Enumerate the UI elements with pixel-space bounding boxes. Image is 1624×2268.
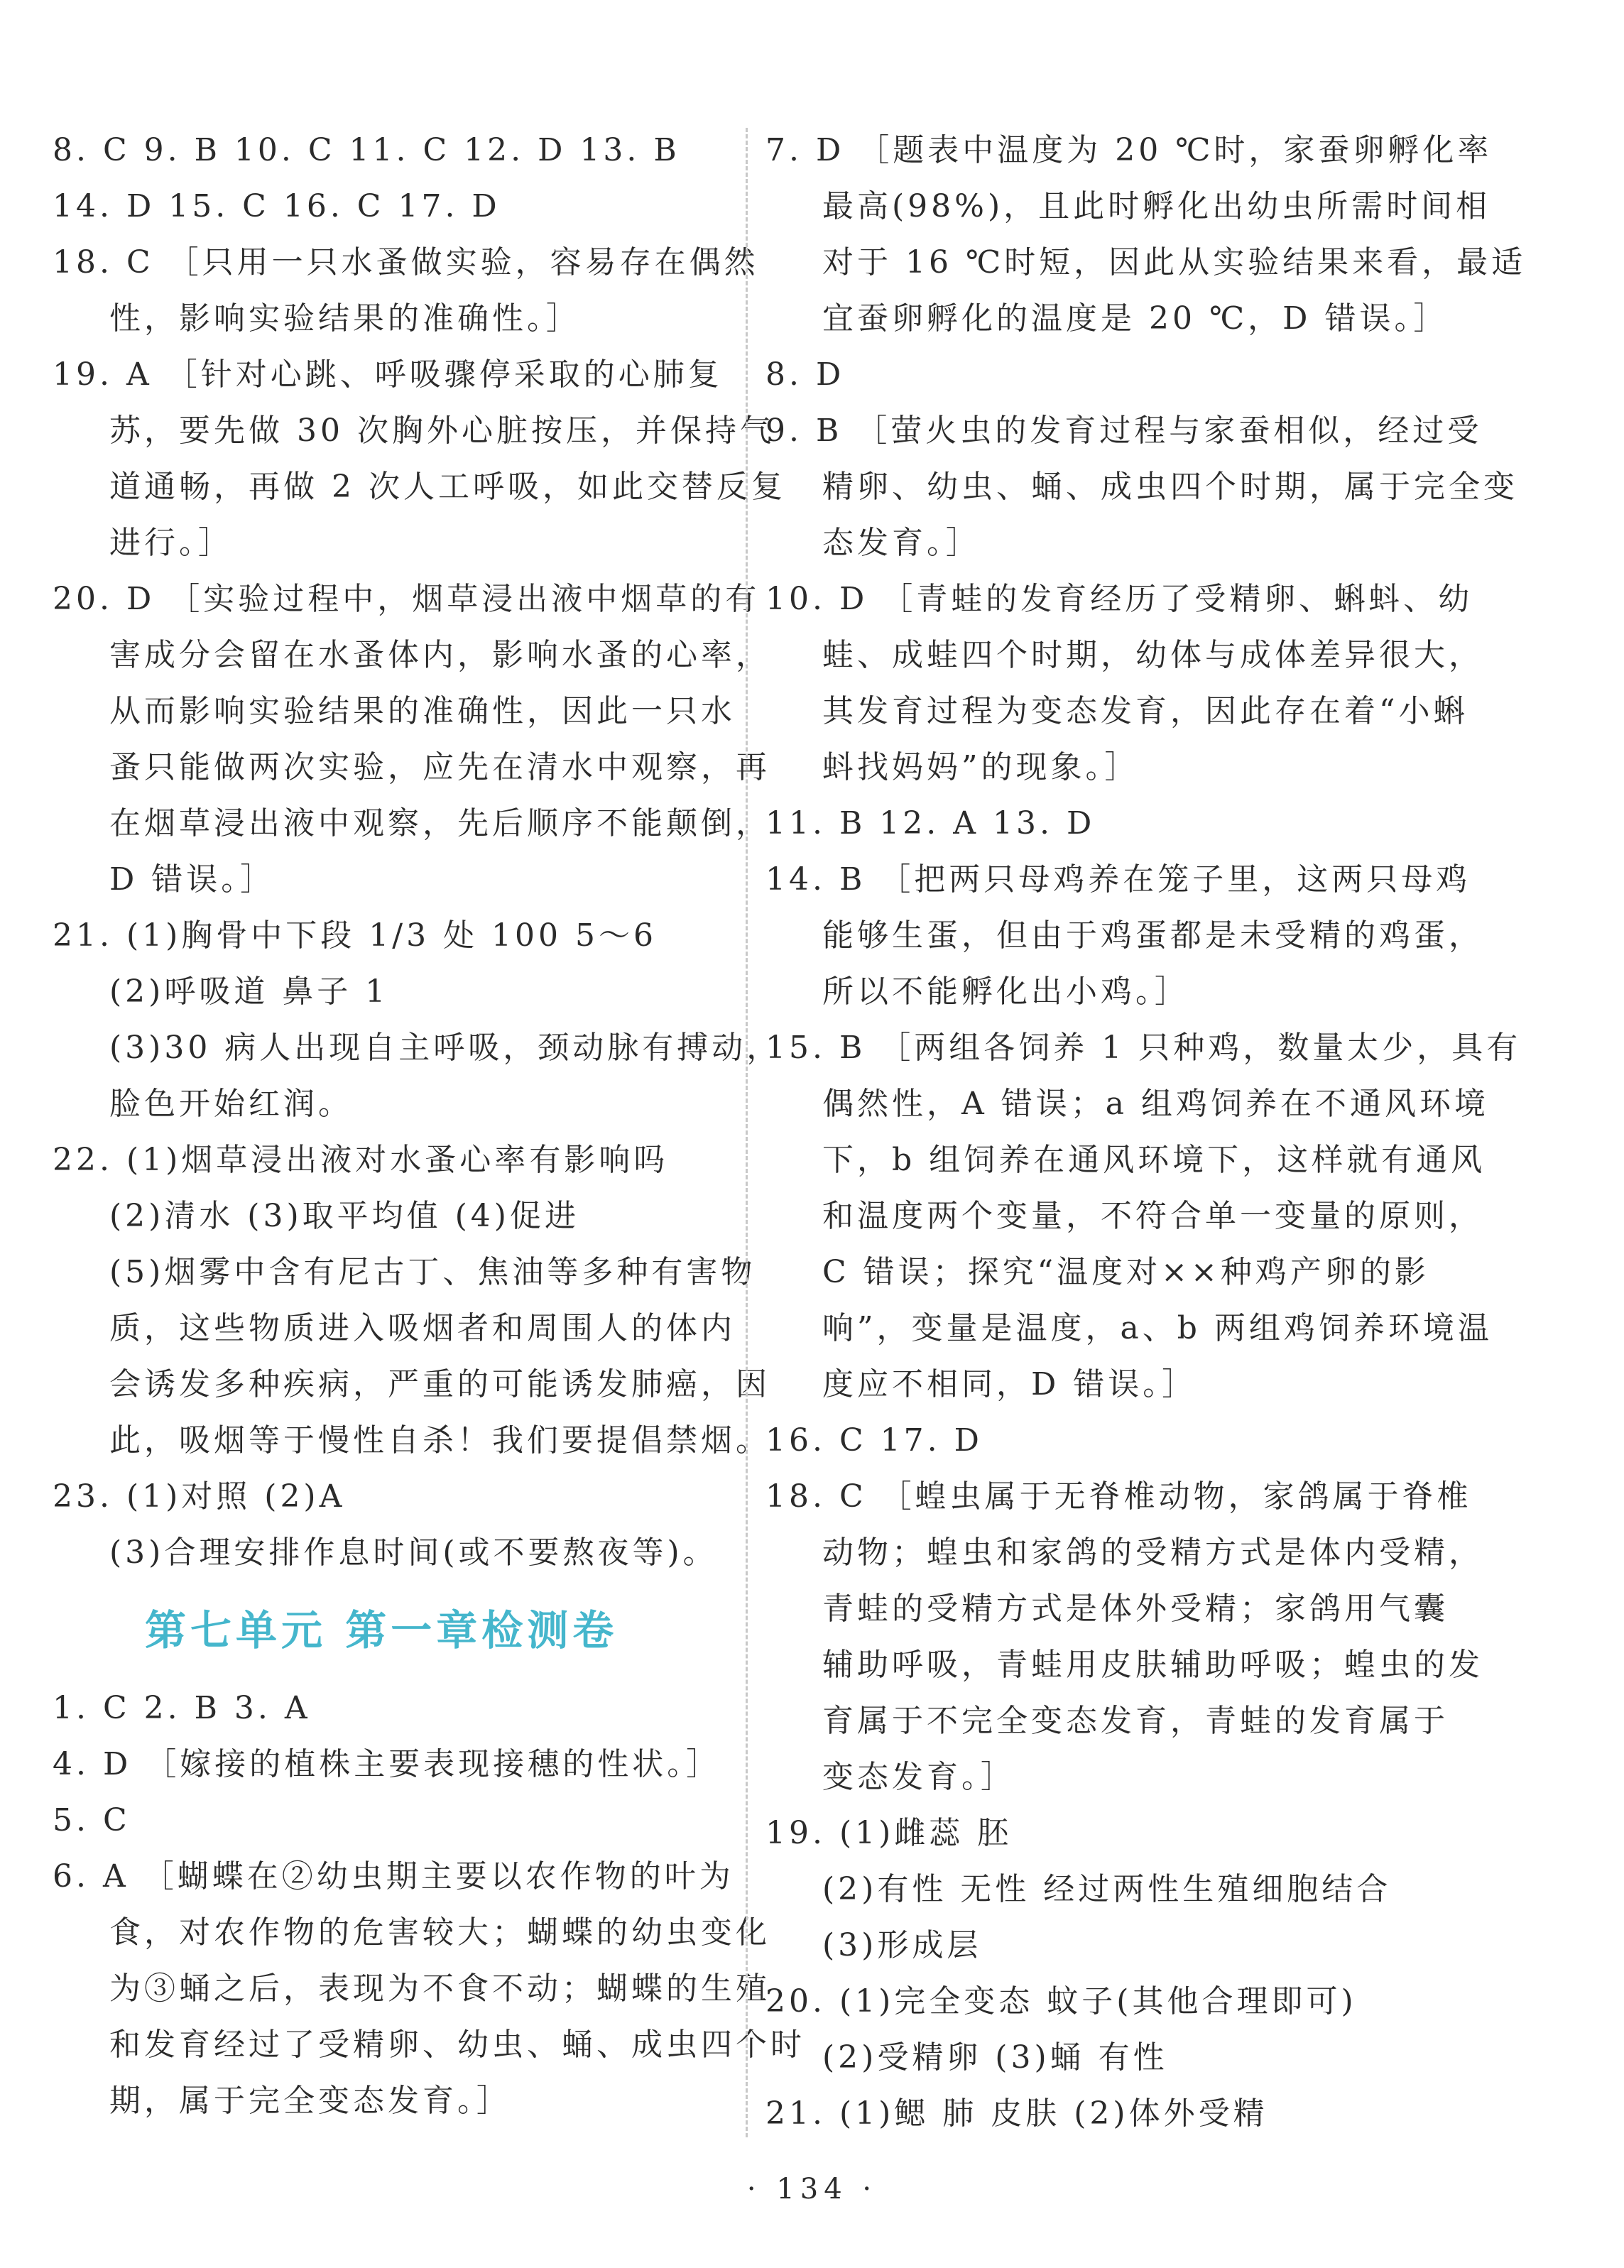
answer-continuation: 和发育经过了受精卵、幼虫、蛹、成虫四个时 bbox=[109, 2027, 805, 2063]
answer-line: 19. (1)雌蕊 胚 bbox=[765, 1815, 1013, 1851]
answer-line: 4. D ［嫁接的植株主要表现接穗的性状。］ bbox=[53, 1746, 721, 1782]
answer-continuation: 会诱发多种疾病，严重的可能诱发肺癌，因 bbox=[109, 1366, 770, 1402]
answer-line: 6. A ［蝴蝶在②幼虫期主要以农作物的叶为 bbox=[53, 1858, 734, 1894]
answer-continuation: 害成分会留在水蚤体内，影响水蚤的心率， bbox=[109, 637, 770, 673]
answer-continuation: 对于 16 ℃时短，因此从实验结果来看，最适 bbox=[822, 244, 1527, 280]
answer-line: 16. C 17. D bbox=[765, 1422, 983, 1459]
answer-continuation: 食，对农作物的危害较大；蝴蝶的幼虫变化 bbox=[109, 1914, 770, 1951]
answer-continuation: 其发育过程为变态发育，因此存在着“小蝌 bbox=[822, 693, 1468, 729]
answer-continuation: 动物；蝗虫和家鸽的受精方式是体内受精， bbox=[822, 1534, 1483, 1571]
answer-continuation: (3)形成层 bbox=[822, 1927, 982, 1963]
answer-continuation: (2)呼吸道 鼻子 1 bbox=[109, 974, 389, 1010]
answer-continuation: 态发育。］ bbox=[822, 525, 981, 561]
answer-continuation: 蛙、成蛙四个时期，幼体与成体差异很大， bbox=[822, 637, 1483, 673]
answer-continuation: (2)有性 无性 经过两性生殖细胞结合 bbox=[822, 1871, 1392, 1907]
answer-line: 14. B ［把两只母鸡养在笼子里，这两只母鸡 bbox=[765, 861, 1471, 898]
answer-line: 7. D ［题表中温度为 20 ℃时，家蚕卵孵化率 bbox=[765, 132, 1493, 168]
right-column bbox=[765, 122, 1527, 2142]
answer-continuation: 此，吸烟等于慢性自杀！我们要提倡禁烟。 bbox=[109, 1422, 770, 1459]
answer-line: 18. C ［只用一只水蚤做实验，容易存在偶然 bbox=[53, 244, 759, 280]
answer-line: 8. D bbox=[765, 356, 845, 393]
answer-continuation: 宜蚕卵孵化的温度是 20 ℃，D 错误。］ bbox=[822, 300, 1449, 337]
answer-continuation: 性，影响实验结果的准确性。］ bbox=[109, 300, 581, 337]
answer-continuation: (3)合理安排作息时间(或不要熬夜等)。 bbox=[109, 1534, 718, 1571]
answer-line: 20. D ［实验过程中，烟草浸出液中烟草的有 bbox=[53, 581, 761, 617]
answer-continuation: 从而影响实验结果的准确性，因此一只水 bbox=[109, 693, 736, 729]
answer-continuation: 和温度两个变量，不符合单一变量的原则， bbox=[822, 1198, 1483, 1234]
answer-continuation: (2)受精卵 (3)蛹 有性 bbox=[822, 2039, 1168, 2076]
answer-continuation: 能够生蛋，但由于鸡蛋都是未受精的鸡蛋， bbox=[822, 917, 1483, 954]
answer-continuation: D 错误。］ bbox=[109, 861, 276, 898]
answer-continuation: 下，b 组饲养在通风环境下，这样就有通风 bbox=[822, 1142, 1486, 1178]
answer-continuation: 为③蛹之后，表现为不食不动；蝴蝶的生殖 bbox=[109, 1970, 770, 2007]
answer-continuation: 所以不能孵化出小鸡。］ bbox=[822, 974, 1189, 1010]
answer-continuation: 变态发育。］ bbox=[822, 1759, 1015, 1795]
answer-line: 19. A ［针对心跳、呼吸骤停采取的心肺复 bbox=[53, 356, 723, 393]
page-number: · 134 · bbox=[746, 2173, 878, 2206]
answer-line: 21. (1)鳃 肺 皮肤 (2)体外受精 bbox=[765, 2095, 1268, 2132]
answer-continuation: 进行。］ bbox=[109, 525, 233, 561]
answer-continuation: 道通畅，再做 2 次人工呼吸，如此交替反复 bbox=[109, 469, 786, 505]
answer-continuation: 青蛙的受精方式是体外受精；家鸽用气囊 bbox=[822, 1591, 1449, 1627]
answer-continuation: 偶然性，A 错误；a 组鸡饲养在不通风环境 bbox=[822, 1086, 1489, 1122]
answer-line: 23. (1)对照 (2)A bbox=[53, 1478, 346, 1515]
answer-continuation: (2)清水 (3)取平均值 (4)促进 bbox=[109, 1198, 579, 1234]
answer-line: 15. B ［两组各饲养 1 只种鸡，数量太少，具有 bbox=[765, 1030, 1522, 1066]
answer-continuation: 最高(98%)，且此时孵化出幼虫所需时间相 bbox=[822, 188, 1491, 224]
answer-continuation: 精卵、幼虫、蛹、成虫四个时期，属于完全变 bbox=[822, 469, 1518, 505]
answer-continuation: 辅助呼吸，青蛙用皮肤辅助呼吸；蝗虫的发 bbox=[822, 1647, 1483, 1683]
section-title: 第七单元 第一章检测卷 bbox=[145, 1606, 618, 1654]
answer-continuation: (5)烟雾中含有尼古丁、焦油等多种有害物 bbox=[109, 1254, 756, 1290]
answer-line: 14. D 15. C 16. C 17. D bbox=[53, 188, 501, 224]
answer-continuation: 苏，要先做 30 次胸外心脏按压，并保持气 bbox=[109, 413, 775, 449]
answer-line: 22. (1)烟草浸出液对水蚤心率有影响吗 bbox=[53, 1142, 669, 1178]
answer-continuation: 质，这些物质进入吸烟者和周围人的体内 bbox=[109, 1310, 736, 1346]
answer-continuation: (3)30 病人出现自主呼吸，颈动脉有搏动， bbox=[109, 1030, 782, 1066]
column-divider bbox=[746, 128, 748, 2137]
answer-line: 21. (1)胸骨中下段 1/3 处 100 5～6 bbox=[53, 917, 658, 954]
answer-continuation: 在烟草浸出液中观察，先后顺序不能颠倒， bbox=[109, 805, 770, 841]
answer-continuation: 期，属于完全变态发育。］ bbox=[109, 2083, 511, 2119]
answer-continuation: 蚪找妈妈”的现象。］ bbox=[822, 749, 1140, 785]
answer-line: 11. B 12. A 13. D bbox=[765, 805, 1096, 841]
answer-continuation: C 错误；探究“温度对××种鸡产卵的影 bbox=[822, 1254, 1429, 1290]
answer-line: 18. C ［蝗虫属于无脊椎动物，家鸽属于脊椎 bbox=[765, 1478, 1472, 1515]
answer-continuation: 育属于不完全变态发育，青蛙的发育属于 bbox=[822, 1703, 1449, 1739]
answer-line: 20. (1)完全变态 蚊子(其他合理即可) bbox=[765, 1983, 1357, 2019]
answer-line: 1. C 2. B 3. A bbox=[53, 1690, 311, 1726]
answer-continuation: 度应不相同，D 错误。］ bbox=[822, 1366, 1197, 1402]
answer-continuation: 响”，变量是温度，a、b 两组鸡饲养环境温 bbox=[822, 1310, 1493, 1346]
answer-continuation: 脸色开始红润。 bbox=[109, 1086, 353, 1122]
answer-continuation: 蚤只能做两次实验，应先在清水中观察，再 bbox=[109, 749, 770, 785]
answer-line: 10. D ［青蛙的发育经历了受精卵、蝌蚪、幼 bbox=[765, 581, 1473, 617]
answer-line: 5. C bbox=[53, 1802, 131, 1838]
answer-line: 9. B ［萤火虫的发育过程与家蚕相似，经过受 bbox=[765, 413, 1483, 449]
answer-line: 8. C 9. B 10. C 11. C 12. D 13. B bbox=[53, 132, 680, 168]
